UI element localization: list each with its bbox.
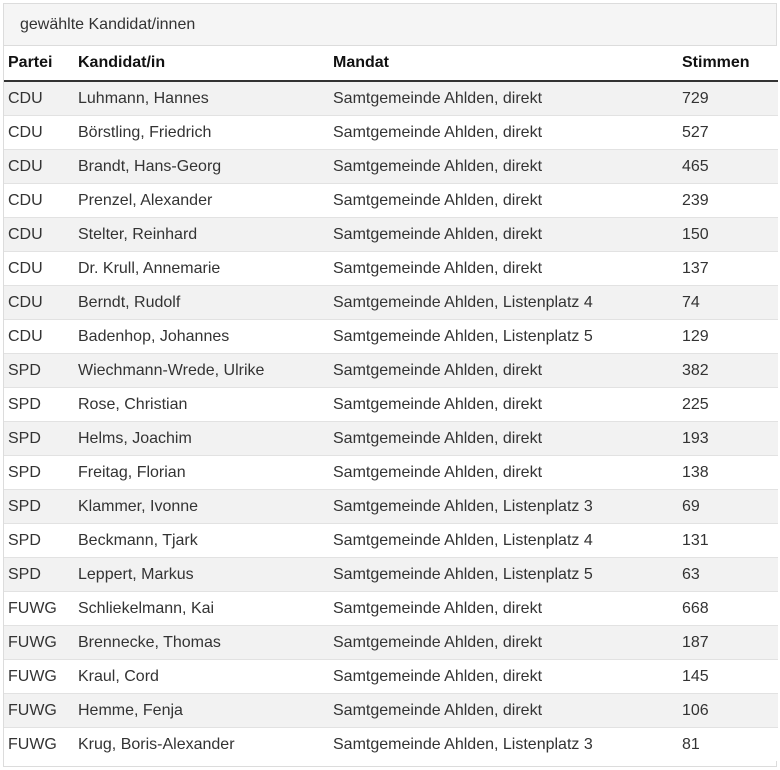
cell-stimmen: 239	[678, 184, 778, 218]
cell-stimmen: 225	[678, 388, 778, 422]
cell-partei: CDU	[4, 286, 74, 320]
cell-kandidat: Badenhop, Johannes	[74, 320, 329, 354]
cell-stimmen: 81	[678, 728, 778, 762]
cell-stimmen: 129	[678, 320, 778, 354]
cell-partei: FUWG	[4, 592, 74, 626]
cell-kandidat: Krug, Boris-Alexander	[74, 728, 329, 762]
cell-mandat: Samtgemeinde Ahlden, direkt	[329, 354, 678, 388]
cell-partei: CDU	[4, 218, 74, 252]
cell-kandidat: Schliekelmann, Kai	[74, 592, 329, 626]
cell-partei: CDU	[4, 116, 74, 150]
cell-stimmen: 729	[678, 81, 778, 116]
cell-kandidat: Wiechmann-Wrede, Ulrike	[74, 354, 329, 388]
cell-kandidat: Brandt, Hans-Georg	[74, 150, 329, 184]
cell-partei: CDU	[4, 252, 74, 286]
cell-mandat: Samtgemeinde Ahlden, direkt	[329, 116, 678, 150]
cell-mandat: Samtgemeinde Ahlden, direkt	[329, 150, 678, 184]
cell-stimmen: 138	[678, 456, 778, 490]
table-row	[4, 320, 778, 354]
column-header-stimmen: Stimmen	[678, 46, 778, 81]
cell-partei: SPD	[4, 422, 74, 456]
table-row	[4, 524, 778, 558]
cell-stimmen: 382	[678, 354, 778, 388]
cell-mandat: Samtgemeinde Ahlden, direkt	[329, 81, 678, 116]
cell-mandat: Samtgemeinde Ahlden, direkt	[329, 252, 678, 286]
cell-mandat: Samtgemeinde Ahlden, Listenplatz 4	[329, 286, 678, 320]
cell-partei: FUWG	[4, 728, 74, 762]
table-row	[4, 150, 778, 184]
table-row	[4, 354, 778, 388]
table-row	[4, 388, 778, 422]
cell-stimmen: 527	[678, 116, 778, 150]
cell-stimmen: 150	[678, 218, 778, 252]
table-row	[4, 422, 778, 456]
cell-kandidat: Hemme, Fenja	[74, 694, 329, 728]
table-row	[4, 490, 778, 524]
cell-kandidat: Börstling, Friedrich	[74, 116, 329, 150]
cell-kandidat: Freitag, Florian	[74, 456, 329, 490]
cell-kandidat: Rose, Christian	[74, 388, 329, 422]
cell-partei: SPD	[4, 354, 74, 388]
cell-mandat: Samtgemeinde Ahlden, Listenplatz 3	[329, 490, 678, 524]
cell-stimmen: 137	[678, 252, 778, 286]
cell-kandidat: Brennecke, Thomas	[74, 626, 329, 660]
cell-mandat: Samtgemeinde Ahlden, direkt	[329, 626, 678, 660]
cell-kandidat: Luhmann, Hannes	[74, 81, 329, 116]
cell-mandat: Samtgemeinde Ahlden, Listenplatz 5	[329, 558, 678, 592]
cell-partei: SPD	[4, 456, 74, 490]
cell-kandidat: Kraul, Cord	[74, 660, 329, 694]
table-row	[4, 728, 778, 762]
cell-stimmen: 668	[678, 592, 778, 626]
table-row	[4, 81, 778, 116]
cell-mandat: Samtgemeinde Ahlden, direkt	[329, 218, 678, 252]
cell-stimmen: 74	[678, 286, 778, 320]
cell-partei: FUWG	[4, 694, 74, 728]
cell-kandidat: Stelter, Reinhard	[74, 218, 329, 252]
column-header-mandat: Mandat	[329, 46, 678, 81]
cell-partei: CDU	[4, 150, 74, 184]
cell-partei: SPD	[4, 388, 74, 422]
table-header-row	[4, 46, 778, 81]
cell-kandidat: Berndt, Rudolf	[74, 286, 329, 320]
cell-mandat: Samtgemeinde Ahlden, direkt	[329, 388, 678, 422]
table-row	[4, 592, 778, 626]
cell-stimmen: 465	[678, 150, 778, 184]
cell-stimmen: 145	[678, 660, 778, 694]
cell-partei: SPD	[4, 524, 74, 558]
cell-stimmen: 187	[678, 626, 778, 660]
column-header-partei: Partei	[4, 46, 74, 81]
table-caption: gewählte Kandidat/innen	[4, 4, 776, 46]
cell-stimmen: 63	[678, 558, 778, 592]
cell-mandat: Samtgemeinde Ahlden, Listenplatz 3	[329, 728, 678, 762]
column-header-kandidat: Kandidat/in	[74, 46, 329, 81]
cell-partei: FUWG	[4, 626, 74, 660]
cell-partei: CDU	[4, 81, 74, 116]
cell-mandat: Samtgemeinde Ahlden, direkt	[329, 184, 678, 218]
cell-mandat: Samtgemeinde Ahlden, direkt	[329, 592, 678, 626]
cell-stimmen: 69	[678, 490, 778, 524]
cell-partei: FUWG	[4, 660, 74, 694]
cell-kandidat: Dr. Krull, Annemarie	[74, 252, 329, 286]
cell-stimmen: 193	[678, 422, 778, 456]
table-row	[4, 456, 778, 490]
table-row	[4, 116, 778, 150]
cell-partei: CDU	[4, 320, 74, 354]
cell-kandidat: Klammer, Ivonne	[74, 490, 329, 524]
cell-stimmen: 131	[678, 524, 778, 558]
table-row	[4, 218, 778, 252]
cell-partei: SPD	[4, 558, 74, 592]
cell-mandat: Samtgemeinde Ahlden, direkt	[329, 694, 678, 728]
cell-partei: CDU	[4, 184, 74, 218]
table-row	[4, 694, 778, 728]
cell-mandat: Samtgemeinde Ahlden, Listenplatz 5	[329, 320, 678, 354]
cell-kandidat: Beckmann, Tjark	[74, 524, 329, 558]
table-row	[4, 286, 778, 320]
elected-candidates-panel	[3, 3, 777, 767]
cell-kandidat: Prenzel, Alexander	[74, 184, 329, 218]
cell-mandat: Samtgemeinde Ahlden, Listenplatz 4	[329, 524, 678, 558]
table-row	[4, 252, 778, 286]
cell-mandat: Samtgemeinde Ahlden, direkt	[329, 422, 678, 456]
cell-kandidat: Helms, Joachim	[74, 422, 329, 456]
cell-mandat: Samtgemeinde Ahlden, direkt	[329, 660, 678, 694]
cell-kandidat: Leppert, Markus	[74, 558, 329, 592]
cell-partei: SPD	[4, 490, 74, 524]
table-row	[4, 626, 778, 660]
table-row	[4, 558, 778, 592]
cell-mandat: Samtgemeinde Ahlden, direkt	[329, 456, 678, 490]
candidates-table	[4, 46, 778, 761]
cell-stimmen: 106	[678, 694, 778, 728]
table-row	[4, 184, 778, 218]
table-row	[4, 660, 778, 694]
